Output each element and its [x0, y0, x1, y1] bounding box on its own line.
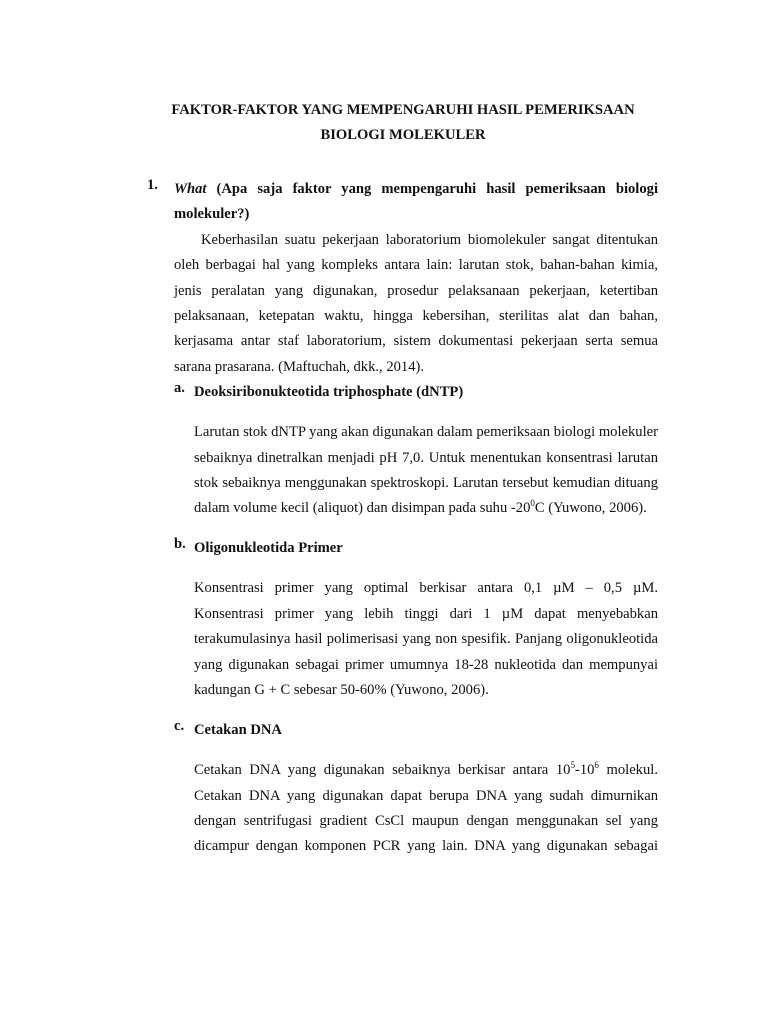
- text-part: molekul. Cetakan DNA yang digunakan dapat berupa DNA yang sudah dimurnikan dengan sentrifugasi gradient CsCl maupun dengan menggunakan sel yang dicampur dengan komponen PCR yang lain. DNA yang digunakan sebagai: [194, 762, 658, 855]
- subsection-heading: Oligonukleotida Primer: [194, 540, 343, 557]
- section-body: [174, 177, 658, 874]
- subsection-text: [194, 420, 658, 522]
- subsection-letter: b.: [174, 536, 186, 553]
- subsection-heading: Cetakan DNA: [194, 722, 282, 739]
- title-line-1: FAKTOR-FAKTOR YANG MEMPENGARUHI HASIL PEMERIKSAAN: [171, 102, 635, 118]
- superscript: 0: [530, 498, 535, 509]
- subsection-letter: a.: [174, 380, 185, 397]
- question-keyword: What: [174, 181, 207, 197]
- subsection-heading: Deoksiribonukteotida triphosphate (dNTP): [194, 384, 464, 401]
- text-part: Larutan stok dNTP yang akan digunakan dalam pemeriksaan biologi molekuler sebaiknya dinetralkan menjadi pH 7,0. Untuk menentukan konsentrasi larutan stok sebaiknya menggunakan spektroskopi. Larutan tersebut kemudian dituang dalam volume kecil (aliquot) dan disimpan pada suhu -20: [194, 424, 658, 517]
- section-number: 1.: [147, 177, 158, 193]
- text-part: -10: [574, 762, 595, 779]
- subsection-a: [174, 380, 658, 522]
- title-line-2: BIOLOGI MOLEKULER: [320, 127, 486, 144]
- subsection-text: [194, 758, 658, 860]
- section-question: [174, 177, 658, 228]
- superscript: 6: [594, 760, 599, 771]
- section-intro: Keberhasilan suatu pekerjaan laboratorium biomolekuler sangat ditentukan oleh berbagai hal yang kompleks antara lain: larutan stok, bahan-bahan kimia, jenis peralatan yang digunakan, prosedur pelaksanaan pekerjaan, ketertiban pelaksanaan, ketepatan waktu, hingga kebersihan, sterilitas alat dan bahan, kerjasama antar staf laboratorium, sistem dokumentasi pekerjaan serta semua sarana prasarana. (Maftuchah, dkk., 2014).: [174, 231, 658, 375]
- subsection-text: Konsentrasi primer yang optimal berkisar antara 0,1 µM – 0,5 µM. Konsentrasi primer yang lebih tinggi dari 1 µM dapat menyebabkan terakumulasinya hasil polimerisasi yang non spesifik. Panjang oligonukleotida yang digunakan sebagai primer umumnya 18-28 nukleotida dan mempunyai kadungan G + C sebesar 50-60% (Yuwono, 2006).: [194, 580, 658, 699]
- text-part: C (Yuwono, 2006).: [534, 500, 647, 517]
- document-title: [140, 98, 666, 149]
- question-text: (Apa saja faktor yang mempengaruhi hasil pemeriksaan biologi molekuler?): [174, 181, 658, 223]
- subsection-b: [174, 536, 658, 703]
- subsection-letter: c.: [174, 718, 185, 735]
- subsection-c: [174, 718, 658, 860]
- superscript: 5: [570, 760, 575, 771]
- text-part: Cetakan DNA yang digunakan sebaiknya berkisar antara 10: [194, 762, 571, 779]
